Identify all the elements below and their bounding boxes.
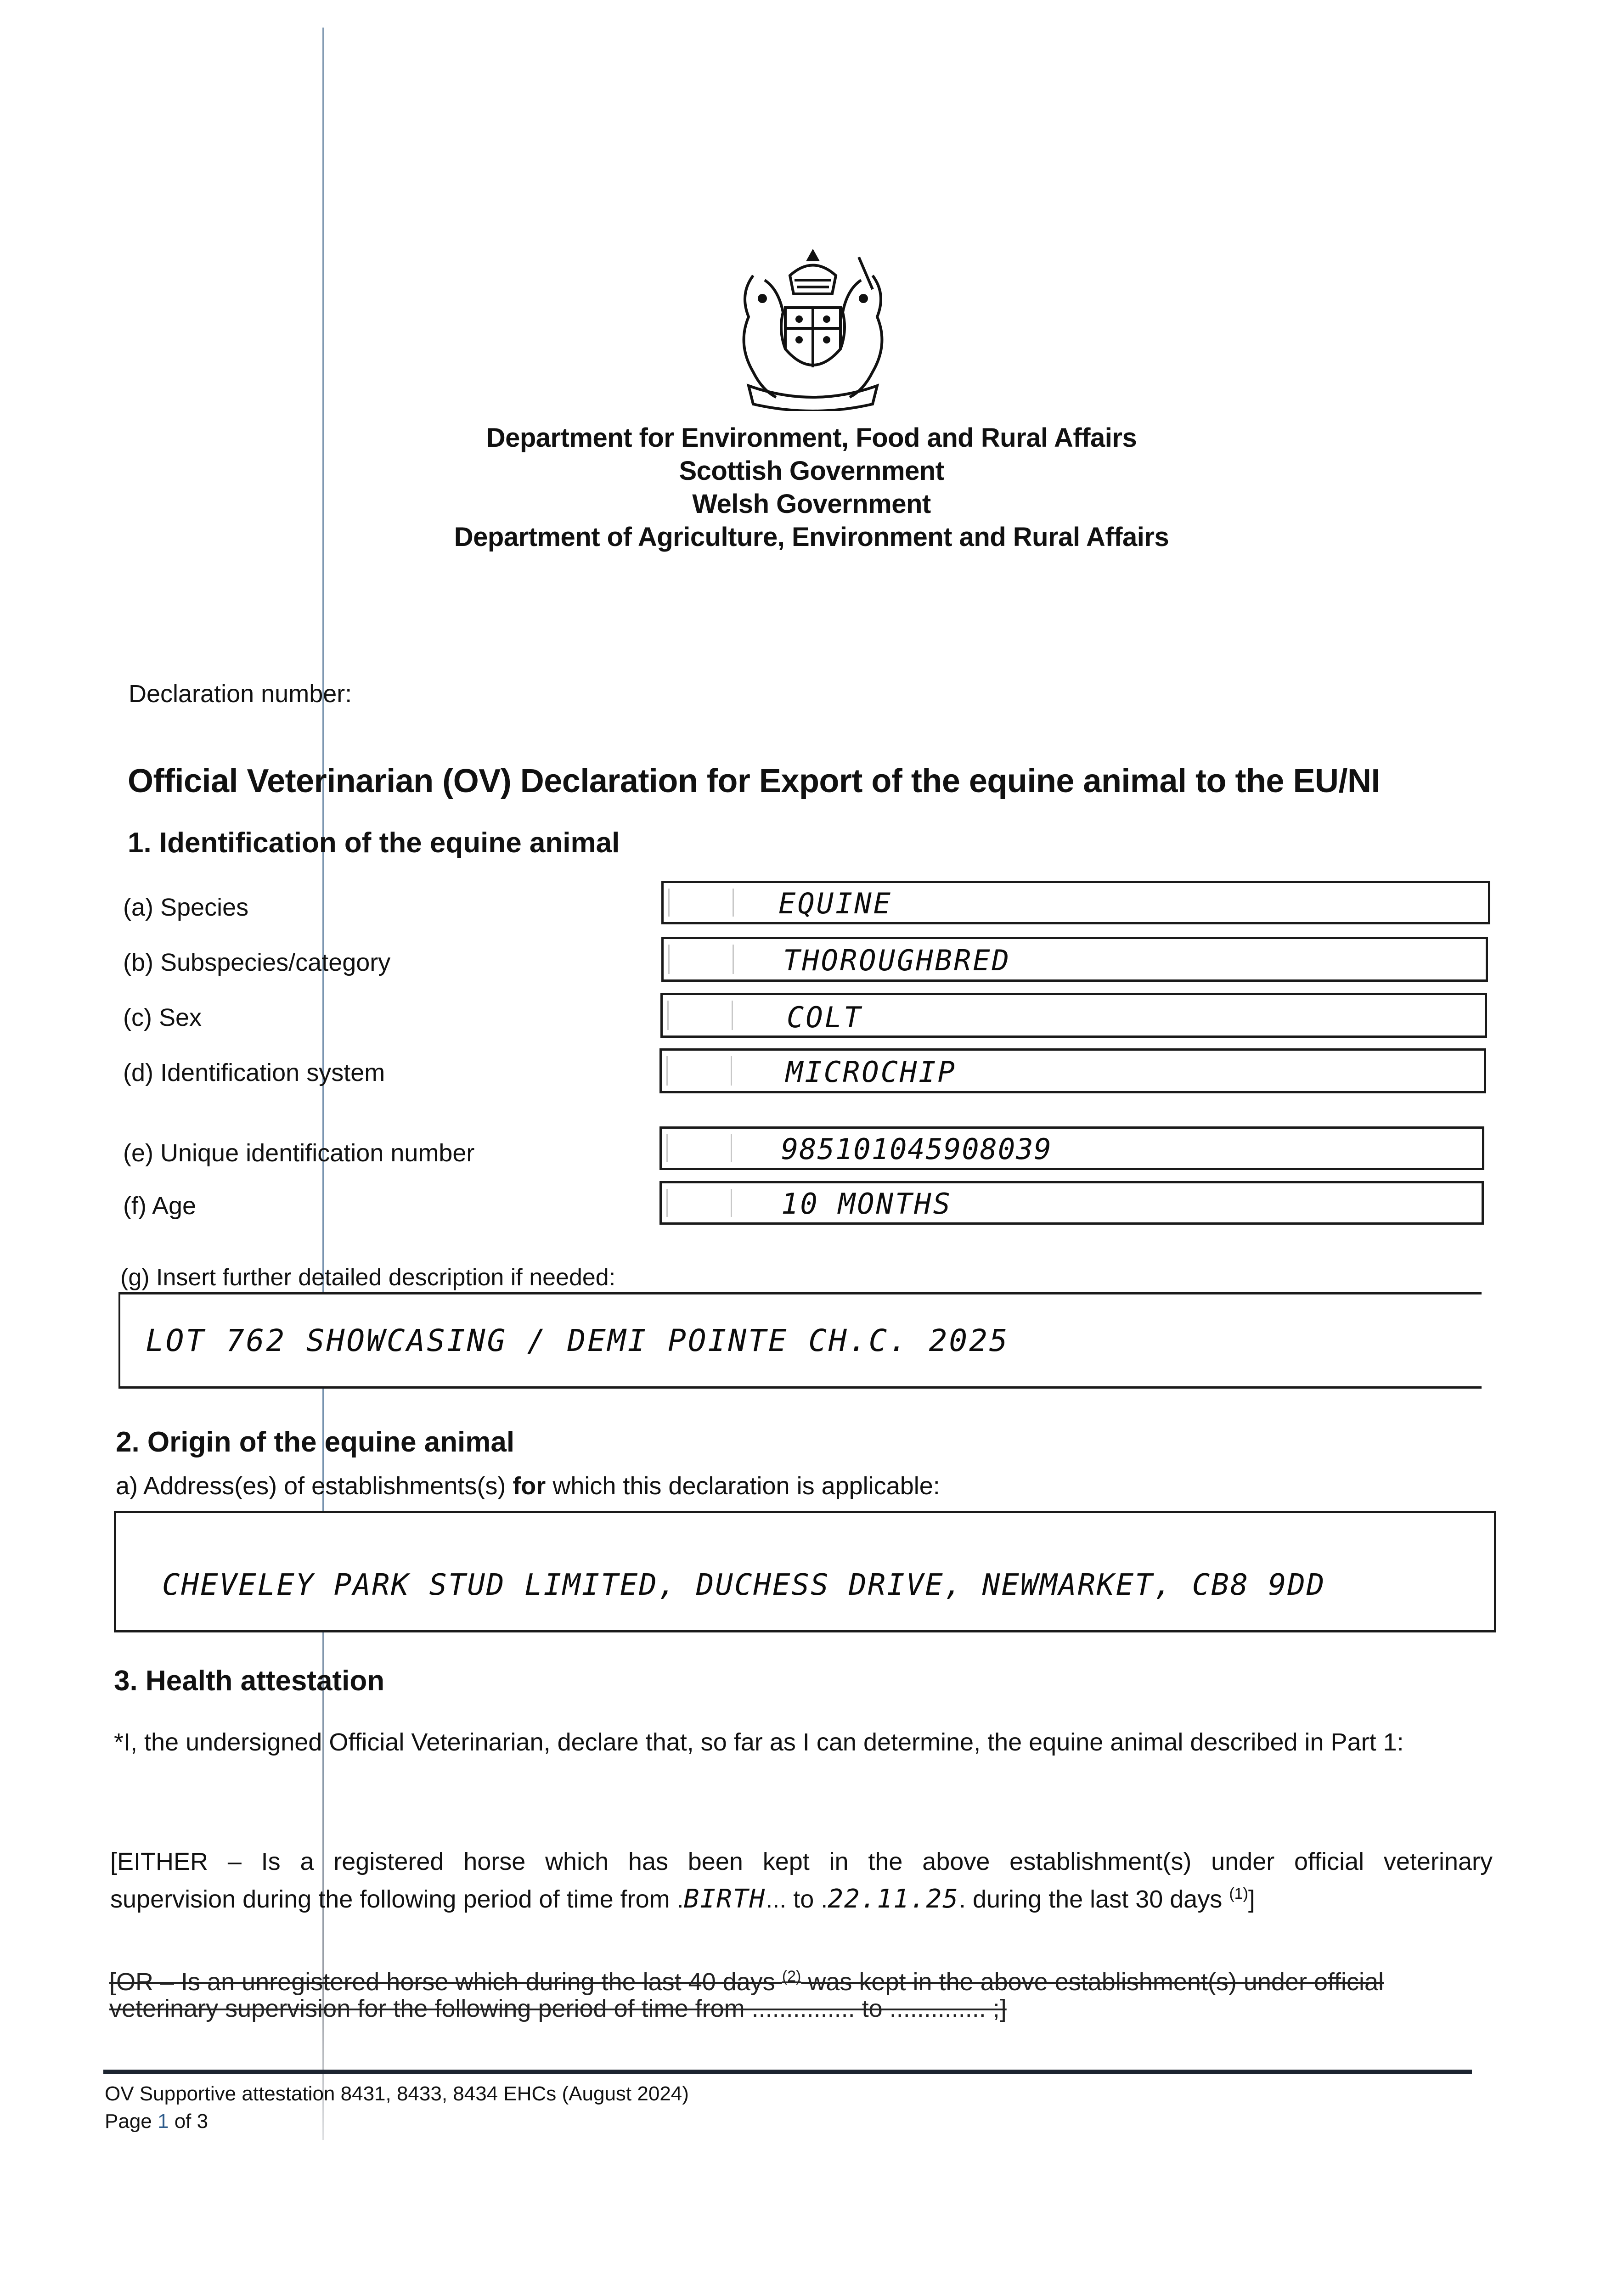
description-label: (g) Insert further detailed description if needed: bbox=[120, 1264, 616, 1291]
page-indicator bbox=[105, 2110, 208, 2133]
footnote-ref-2: (2) bbox=[782, 1968, 801, 1985]
page-title: Official Veterinarian (OV) Declaration for Export of the equine animal to the EU/NI bbox=[128, 763, 1380, 799]
sex-label: (c) Sex bbox=[123, 1004, 202, 1031]
address-label bbox=[116, 1472, 940, 1500]
page-suffix: of 3 bbox=[169, 2110, 209, 2133]
address-label-part: a) Address(es) of establishments(s) bbox=[116, 1472, 513, 1500]
declaration-number-label: Declaration number: bbox=[129, 680, 352, 708]
species-value: EQUINE bbox=[778, 887, 892, 920]
address-value: CHEVELEY PARK STUD LIMITED, DUCHESS DRIVE, NEWMARKET, CB8 9DD bbox=[162, 1568, 1326, 1602]
attestation-intro: *I, the undersigned Official Veterinarian, declare that, so far as I can determine, the equine animal described in Part 1: bbox=[114, 1728, 1404, 1756]
identification-system-label: (d) Identification system bbox=[123, 1059, 385, 1086]
or-text: [OR – Is an unregistered horse which during the last 40 days bbox=[109, 1968, 782, 1996]
description-value: LOT 762 SHOWCASING / DEMI POINTE CH.C. 2025 bbox=[146, 1323, 1009, 1358]
royal-coat-of-arms-icon bbox=[721, 248, 905, 411]
age-label: (f) Age bbox=[123, 1192, 197, 1220]
either-line-2 bbox=[110, 1877, 1493, 1916]
unique-id-field[interactable] bbox=[659, 1126, 1484, 1170]
either-text: . during the last 30 days bbox=[958, 1885, 1229, 1913]
field-guide-mark bbox=[666, 1056, 668, 1086]
unique-id-label: (e) Unique identification number bbox=[123, 1139, 475, 1167]
org-welsh-government: Welsh Government bbox=[692, 489, 931, 519]
subspecies-label: (b) Subspecies/category bbox=[123, 949, 391, 976]
field-guide-mark bbox=[668, 889, 670, 917]
section-3-heading: 3. Health attestation bbox=[114, 1665, 385, 1697]
field-guide-mark bbox=[668, 945, 670, 974]
address-field[interactable] bbox=[114, 1511, 1496, 1632]
field-guide-mark bbox=[666, 1189, 668, 1217]
age-field[interactable] bbox=[659, 1181, 1484, 1225]
footer-divider bbox=[103, 2070, 1472, 2074]
section-1-heading: 1. Identification of the equine animal bbox=[128, 827, 620, 859]
species-label: (a) Species bbox=[123, 894, 249, 921]
field-guide-mark bbox=[731, 1189, 732, 1217]
field-guide-mark bbox=[732, 1001, 733, 1030]
species-field[interactable] bbox=[661, 881, 1490, 924]
subspecies-value: THOROUGHBRED bbox=[783, 944, 1011, 977]
field-guide-mark bbox=[731, 1134, 732, 1162]
footer-reference: OV Supportive attestation 8431, 8433, 8434 EHCs (August 2024) bbox=[105, 2082, 689, 2105]
or-line-2: veterinary supervision for the following period of time from ............... to .............. ;] bbox=[109, 1995, 1007, 2022]
sex-field[interactable] bbox=[660, 993, 1487, 1038]
address-label-bold: for bbox=[513, 1472, 546, 1500]
either-text: ] bbox=[1248, 1885, 1255, 1913]
subspecies-field[interactable] bbox=[661, 937, 1488, 982]
either-to-date[interactable]: 22.11.25 bbox=[828, 1884, 959, 1914]
field-guide-mark bbox=[731, 1056, 732, 1086]
page-prefix: Page bbox=[105, 2110, 158, 2133]
org-defra: Department for Environment, Food and Rural Affairs bbox=[486, 423, 1137, 453]
either-text: supervision during the following period of time from . bbox=[110, 1885, 684, 1913]
or-text: was kept in the above establishment(s) under official bbox=[801, 1968, 1384, 1996]
identification-system-field[interactable] bbox=[659, 1048, 1486, 1093]
either-line-1: [EITHER – Is a registered horse which has been kept in the above establishment(s) under official veterinary bbox=[110, 1848, 1493, 1875]
sex-value: COLT bbox=[787, 1001, 863, 1034]
identification-system-value: MICROCHIP bbox=[786, 1055, 957, 1089]
page-current: 1 bbox=[157, 2110, 169, 2133]
unique-id-value: 985101045908039 bbox=[781, 1132, 1052, 1166]
org-scottish-government: Scottish Government bbox=[679, 456, 944, 486]
field-guide-mark bbox=[667, 1001, 669, 1030]
field-guide-mark bbox=[733, 945, 734, 974]
footnote-ref-1: (1) bbox=[1229, 1885, 1248, 1902]
description-field[interactable] bbox=[118, 1292, 1482, 1389]
either-text: ... to . bbox=[766, 1885, 828, 1913]
field-guide-mark bbox=[733, 889, 734, 917]
age-value: 10 MONTHS bbox=[781, 1187, 952, 1221]
address-label-part: which this declaration is applicable: bbox=[546, 1472, 940, 1500]
either-from-date[interactable]: BIRTH bbox=[683, 1884, 766, 1914]
field-guide-mark bbox=[666, 1134, 668, 1162]
org-daera: Department of Agriculture, Environment and Rural Affairs bbox=[454, 522, 1169, 552]
section-2-heading: 2. Origin of the equine animal bbox=[116, 1426, 515, 1458]
